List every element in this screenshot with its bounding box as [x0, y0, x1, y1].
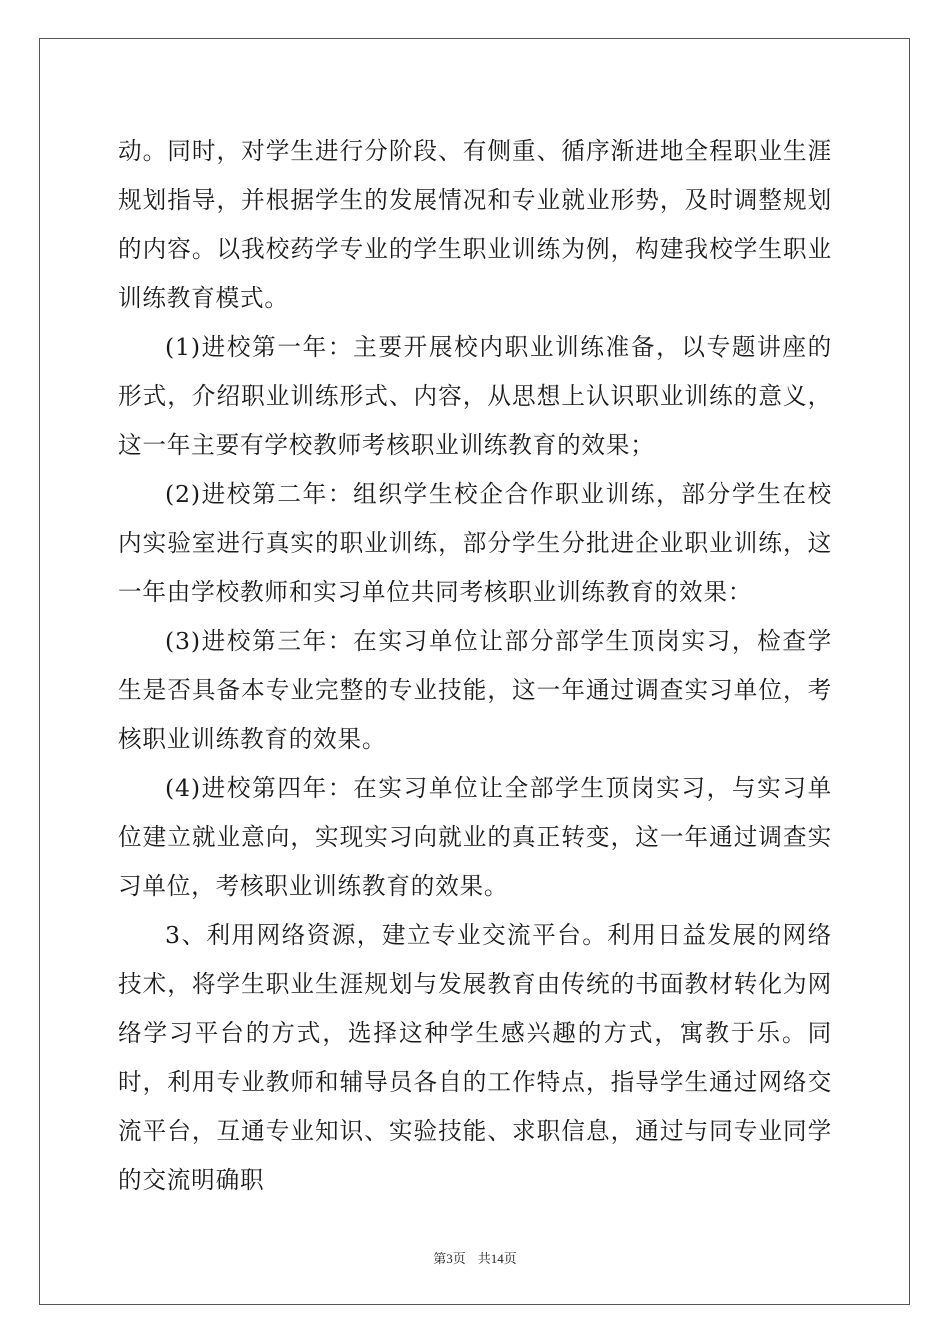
page-footer: [0, 1248, 950, 1267]
paragraph-continuation: 动。同时，对学生进行分阶段、有侧重、循序渐进地全程职业生涯规划指导，并根据学生的发展情况和专业就业形势，及时调整规划的内容。以我校药学专业的学生职业训练为例，构建我校学生职业训练教育模式。: [118, 137, 832, 312]
paragraph-year-three: (3)进校第三年：在实习单位让部分部学生顶岗实习，检查学生是否具备本专业完整的专业技能，这一年通过调查实习单位，考核职业训练教育的效果。: [118, 627, 832, 753]
paragraph-year-one: (1)进校第一年：主要开展校内职业训练准备，以专题讲座的形式，介绍职业训练形式、内容，从思想上认识职业训练的意义，这一年主要有学校教师考核职业训练教育的效果；: [118, 333, 832, 459]
paragraph-network-platform: 3、利用网络资源，建立专业交流平台。利用日益发展的网络技术，将学生职业生涯规划与发展教育由传统的书面教材转化为网络学习平台的方式，选择这种学生感兴趣的方式，寓教于乐。同时，利用专业教师和辅导员各自的工作特点，指导学生通过网络交流平台，互通专业知识、实验技能、求职信息，通过与同专业同学的交流明确职: [118, 921, 832, 1194]
page-total: 共14页: [477, 1251, 517, 1266]
paragraph-year-two: (2)进校第二年：组织学生校企合作职业训练，部分学生在校内实验室进行真实的职业训练，部分学生分批进企业职业训练，这一年由学校教师和实习单位共同考核职业训练教育的效果：: [118, 480, 832, 606]
page-number: 第3页: [433, 1251, 466, 1266]
paragraph-year-four: (4)进校第四年：在实习单位让全部学生顶岗实习，与实习单位建立就业意向，实现实习向就业的真正转变，这一年通过调查实习单位，考核职业训练教育的效果。: [118, 774, 832, 900]
document-body: [118, 127, 832, 1205]
